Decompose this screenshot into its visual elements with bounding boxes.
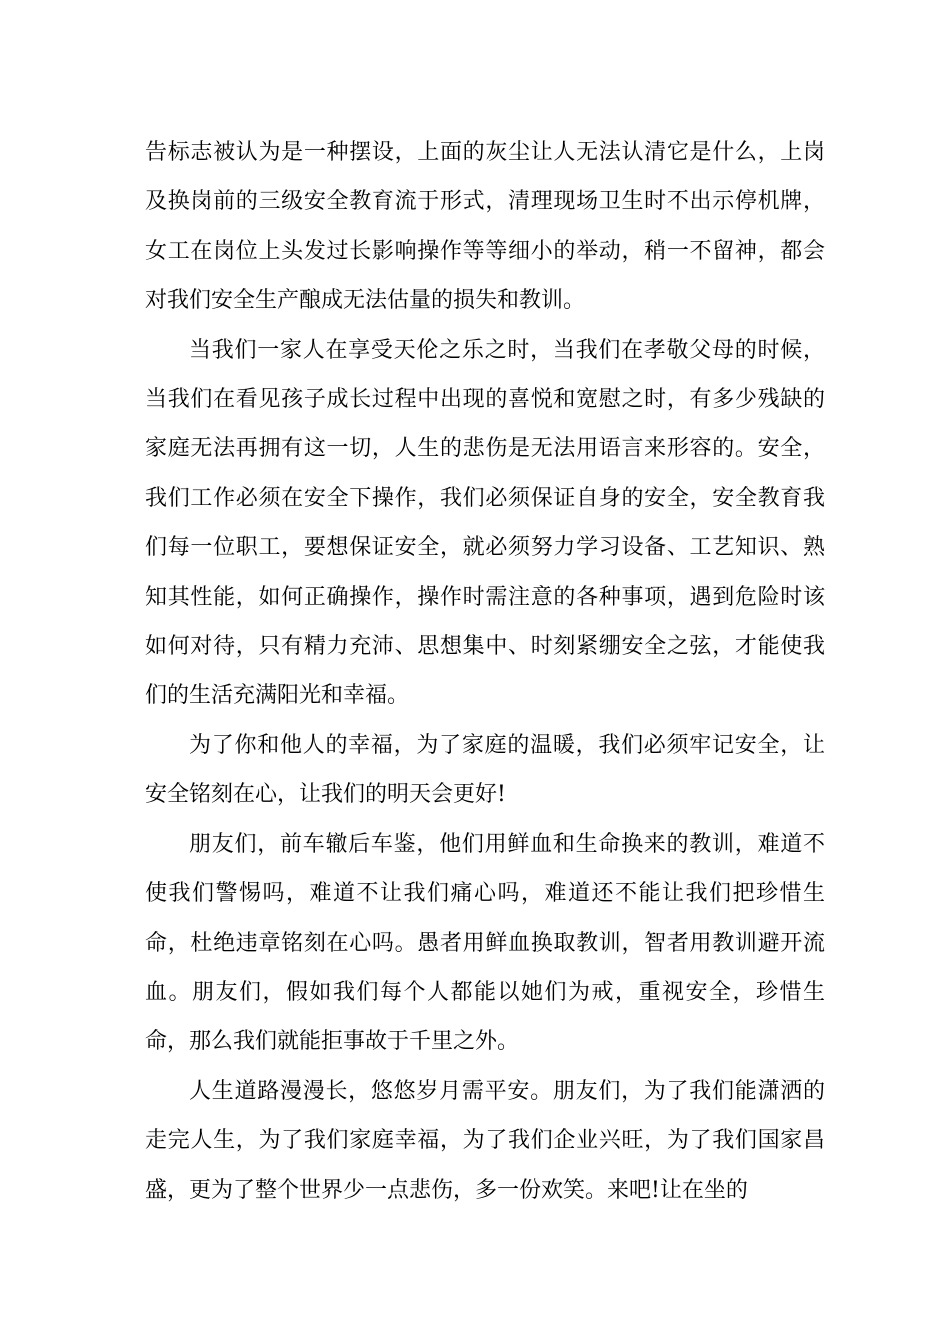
paragraph: 当我们一家人在享受天伦之乐之时，当我们在孝敬父母的时候，当我们在看见孩子成长过程中出现的喜悦和宽慰之时，有多少残缺的家庭无法再拥有这一切，人生的悲伤是无法用语言来形容的。安全，我们工作必须在安全下操作，我们必须保证自身的安全，安全教育我们每一位职工，要想保证安全，就必须努力学习设备、工艺知识、熟知其性能，如何正确操作，操作时需注意的各种事项，遇到危险时该如何对待，只有精力充沛、思想集中、时刻紧绷安全之弦，才能使我们的生活充满阳光和幸福。 (145, 337, 825, 709)
paragraph: 人生道路漫漫长，悠悠岁月需平安。朋友们，为了我们能潇洒的走完人生，为了我们家庭幸福，为了我们企业兴旺，为了我们国家昌盛，更为了整个世界少一点悲伤，多一份欢笑。来吧!让在坐的 (145, 1078, 825, 1203)
paragraph: 朋友们，前车辙后车鉴，他们用鲜血和生命换来的教训，难道不使我们警惕吗，难道不让我们痛心吗，难道还不能让我们把珍惜生命，杜绝违章铭刻在心吗。愚者用鲜血换取教训，智者用教训避开流血。朋友们，假如我们每个人都能以她们为戒，重视安全，珍惜生命，那么我们就能拒事故于千里之外。 (145, 831, 825, 1055)
paragraph-continued: 告标志被认为是一种摆设，上面的灰尘让人无法认清它是什么，上岗及换岗前的三级安全教育流于形式，清理现场卫生时不出示停机牌，女工在岗位上头发过长影响操作等等细小的举动，稍一不留神，都会对我们安全生产酿成无法估量的损失和教训。 (145, 140, 825, 314)
paragraph: 为了你和他人的幸福，为了家庭的温暖，我们必须牢记安全，让安全铭刻在心，让我们的明天会更好! (145, 732, 825, 808)
document-body (145, 128, 825, 1215)
